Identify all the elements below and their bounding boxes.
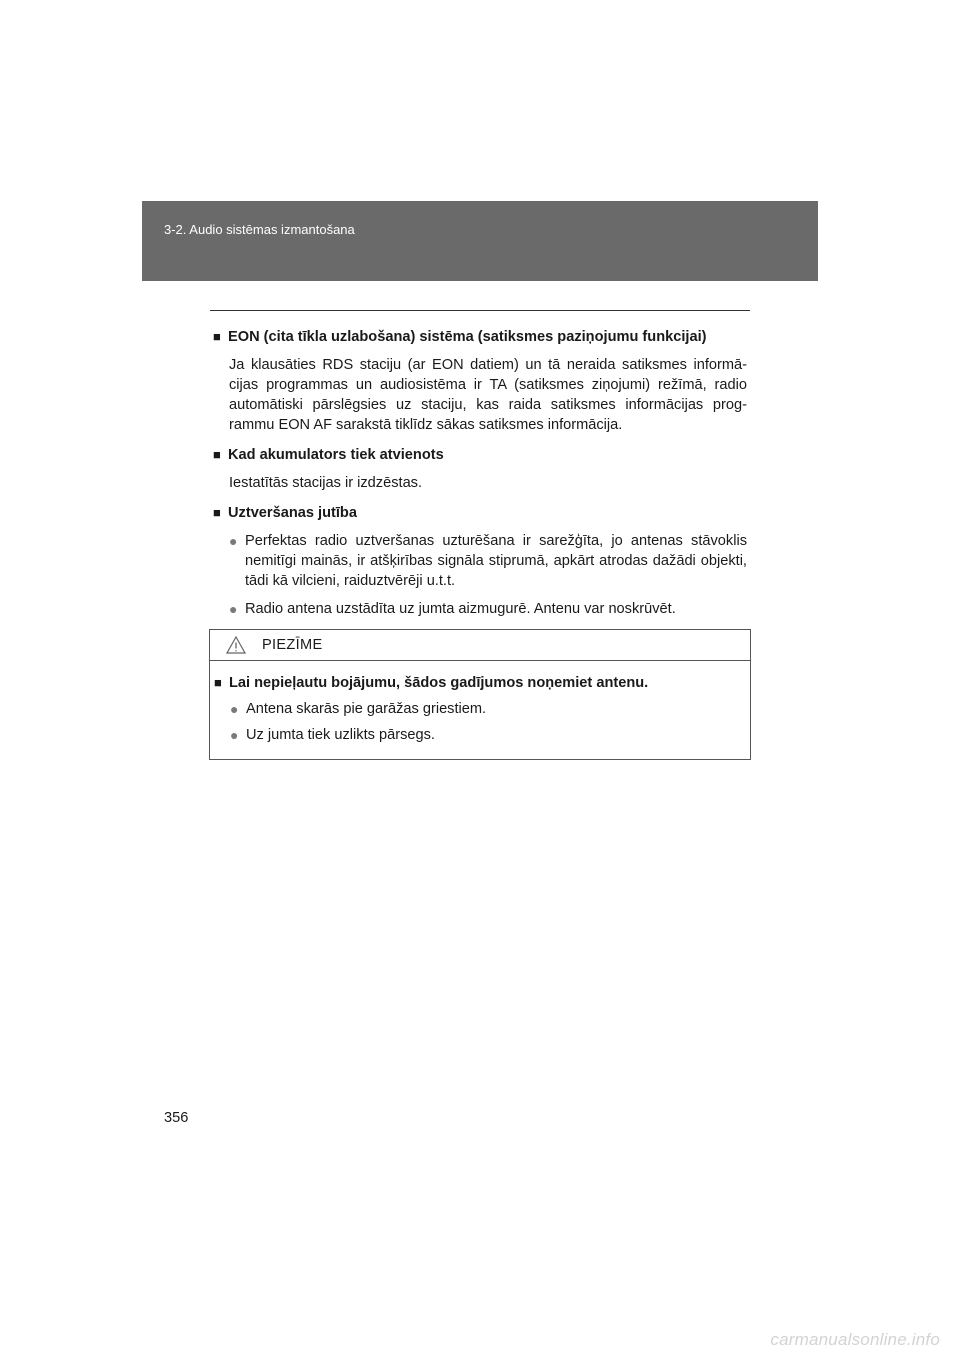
heading-text: Kad akumulators tiek atvienots: [228, 447, 444, 463]
circle-bullet-icon: ●: [229, 533, 238, 549]
list-item-text: Antena skarās pie garāžas griestiem.: [246, 701, 487, 717]
divider: [210, 310, 750, 311]
circle-bullet-icon: ●: [230, 701, 239, 717]
notice-body: [210, 661, 750, 745]
paragraph: Iestatītās stacijas ir izdzēstas.: [229, 475, 423, 491]
heading-text: EON (cita tīkla uzlabošana) sistēma (satiksmes paziņojumu funkcijai): [228, 329, 707, 345]
circle-bullet-icon: ●: [229, 601, 238, 617]
square-bullet-icon: ■: [214, 675, 222, 690]
square-bullet-icon: ■: [213, 329, 221, 344]
notice-title: PIEZĪME: [262, 637, 323, 653]
warning-triangle-icon: [226, 636, 246, 654]
paragraph: Ja klausāties RDS staciju (ar EON datiem) un tā neraida satiksmes informā-cijas programmas un audiosistēma ir TA (satiksmes ziņojumi) režīmā, radio automātiski pārslēgsies uz staciju, kas raida satiksmes informācijas prog-rammu EON AF sarakstā tiklīdz sākas satiksmes informācija.: [229, 357, 747, 433]
square-bullet-icon: ■: [213, 447, 221, 462]
section-header-band: [142, 201, 818, 281]
section-heading: [213, 445, 747, 465]
circle-bullet-icon: ●: [230, 727, 239, 743]
main-content: [213, 327, 747, 619]
list-item: [230, 725, 750, 745]
list-item-text: Perfektas radio uztveršanas uzturēšana ir sarežģīta, jo antenas stāvoklis nemitīgi mainās, ir atšķirības signāla stiprumā, apkārt atrodas dažādi objekti, tādi kā vilcieni, raiduztvērēji u.t.t.: [245, 533, 747, 589]
list-item: [229, 599, 747, 619]
page-number: 356: [164, 1110, 189, 1126]
heading-text: Uztveršanas jutība: [228, 505, 357, 521]
list-item: [230, 699, 750, 719]
section-title: 3-2. Audio sistēmas izmantošana: [164, 222, 355, 237]
list-item-text: Radio antena uzstādīta uz jumta aizmugurē. Antenu var noskrūvēt.: [245, 601, 676, 617]
list-item: [229, 531, 747, 591]
section-heading: [213, 327, 747, 347]
square-bullet-icon: ■: [213, 505, 221, 520]
notice-heading: [214, 673, 750, 693]
watermark: carmanualsonline.info: [770, 1330, 940, 1349]
heading-text: Lai nepieļautu bojājumu, šādos gadījumos noņemiet antenu.: [229, 675, 649, 691]
list-item-text: Uz jumta tiek uzlikts pārsegs.: [246, 727, 435, 743]
notice-header: [210, 630, 750, 661]
notice-box: [209, 629, 751, 760]
section-heading: [213, 503, 747, 523]
